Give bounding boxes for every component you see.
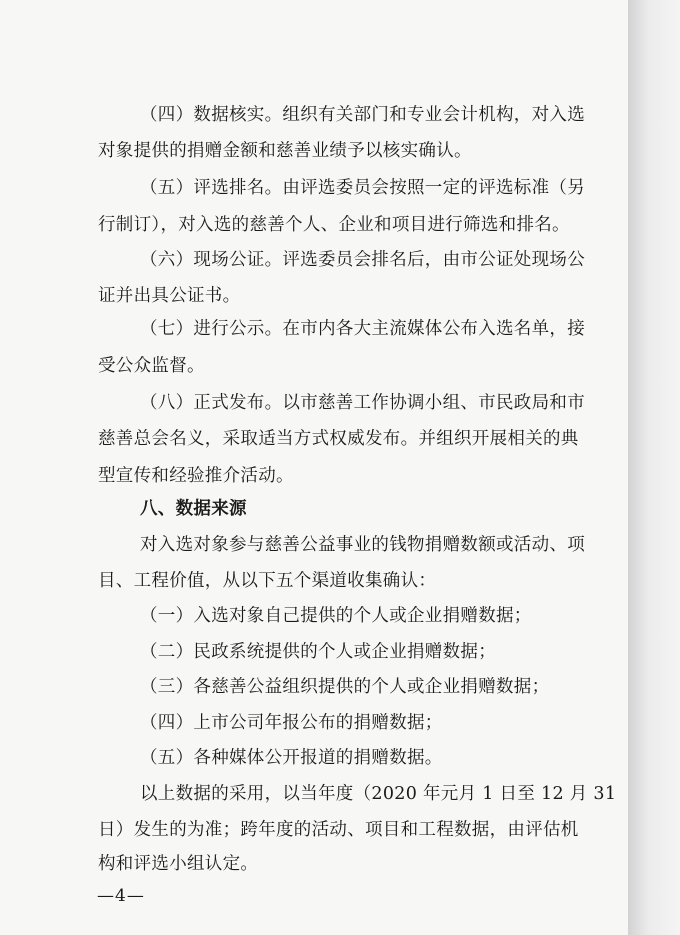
list-item: （四）上市公司年报公布的捐赠数据； [140,713,443,733]
text-line: 对象提供的捐赠金额和慈善业绩予以核实确认。 [98,141,472,161]
text-line: （七）进行公示。在市内各大主流媒体公布入选名单，接 [140,319,585,339]
list-item: （二）民政系统提供的个人或企业捐赠数据； [140,642,496,662]
text-line: 型宣传和经验推介活动。 [98,466,294,486]
text-line: 受公众监督。 [98,356,205,376]
text-line: 证并出具公证书。 [98,286,241,306]
text-line: （八）正式发布。以市慈善工作协调小组、市民政局和市 [140,393,585,413]
section-heading: 八、数据来源 [140,499,247,519]
text-line: 慈善总会名义，采取适当方式权威发布。并组织开展相关的典 [98,429,579,449]
text-line: （五）评选排名。由评选委员会按照一定的评选标准（另 [140,178,585,198]
page-number: —4— [97,886,145,906]
text-line: （四）数据核实。组织有关部门和专业会计机构，对入选 [140,105,585,125]
page-edge-shadow [628,0,680,935]
list-item: （一）入选对象自己提供的个人或企业捐赠数据； [140,606,532,626]
text-line: 对入选对象参与慈善公益事业的钱物捐赠数额或活动、项 [140,535,585,555]
text-line: 目、工程价值，从以下五个渠道收集确认： [98,571,437,591]
list-item: （三）各慈善公益组织提供的个人或企业捐赠数据； [140,677,550,697]
list-item: （五）各种媒体公开报道的捐赠数据。 [140,748,443,768]
text-line: 以上数据的采用，以当年度（2020 年元月 1 日至 12 月 31 [140,784,617,804]
text-line: 日）发生的为准；跨年度的活动、项目和工程数据，由评估机 [98,820,579,840]
text-line: （六）现场公证。评选委员会排名后，由市公证处现场公 [140,250,585,270]
text-line: 构和评选小组认定。 [98,854,259,874]
text-line: 行制订），对入选的慈善个人、企业和项目进行筛选和排名。 [98,215,570,235]
